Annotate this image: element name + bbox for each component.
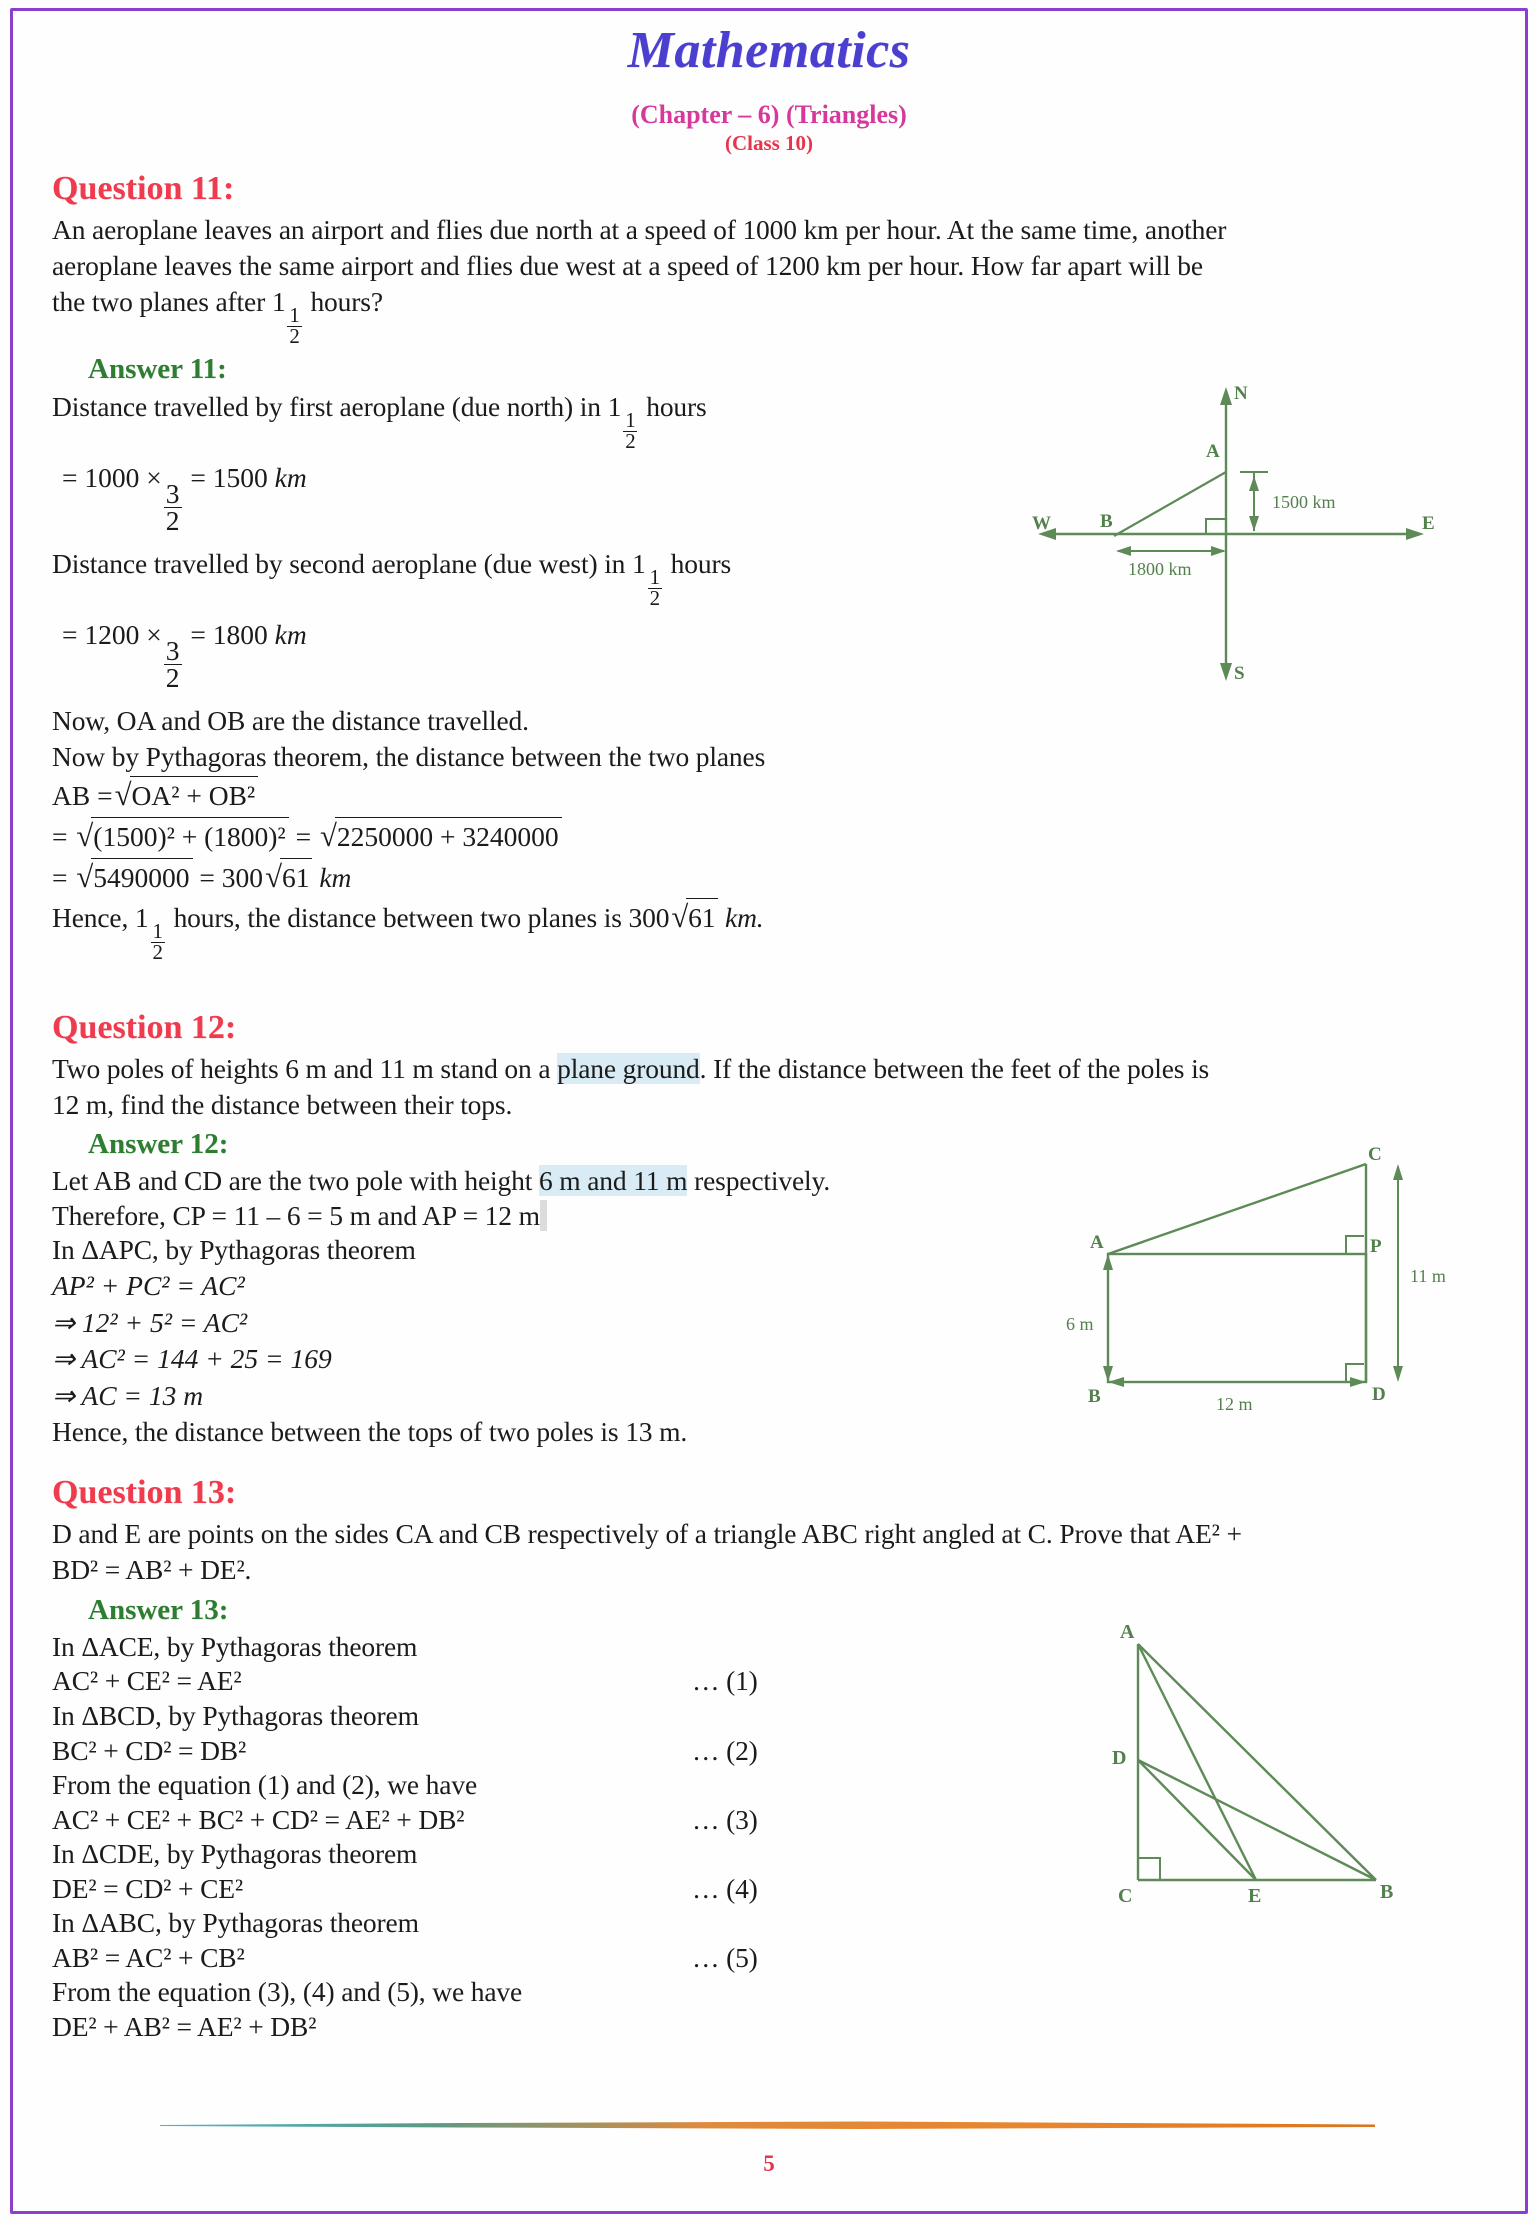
figure-12-dim-right: 11 m [1410,1266,1446,1287]
answer-11-heading: Answer 11: [88,353,227,386]
answer-13-line: From the equation (1) and (2), we have [52,1769,477,1801]
question-13-heading: Question 13: [52,1474,237,1512]
equation-number: … (2) [692,1734,758,1766]
q11-line3-pre: the two planes after 1 [52,286,286,318]
answer-11-line-4: Now by Pythagoras theorem, the distance between the two planes [52,741,766,772]
figure-12-label-c: C [1368,1144,1382,1166]
answer-13-line: In ΔBCD, by Pythagoras theorem [52,1699,419,1731]
fraction-one-half: $\frac{1}{2}$ [625,408,636,453]
answer-11-line-2: Distance travelled by second aeroplane (due west) in 1 $\frac{1}{2}$ hours [52,548,732,610]
question-12-heading: Question 12: [52,1008,237,1046]
equation-number: … (4) [692,1872,758,1904]
figure-11-label-e: E [1422,513,1435,535]
fraction-three-halves: $\frac{3}{2}$ [165,477,180,536]
figure-11-label-w: W [1032,513,1051,535]
radical: √2250000 + 3240000 [318,816,562,856]
radical: √(1500)² + (1800)² [74,816,288,856]
question-12-text-line-2: 12 m, find the distance between their tops. [52,1088,513,1120]
chapter-subtitle: (Chapter – 6) (Triangles) [631,99,907,129]
answer-13-line: DE² + AB² = AE² + DB² [52,2010,317,2042]
figure-12-dim-bottom: 12 m [1216,1394,1253,1415]
figure-11-label-n: N [1234,383,1248,405]
answer-13-line: In ΔABC, by Pythagoras theorem [52,1907,419,1939]
answer-12-heading: Answer 12: [88,1128,229,1161]
figure-12-label-p: P [1370,1236,1382,1258]
answer-11-equation-3: AB =√OA² + OB² [52,775,1512,815]
answer-11-line-1: Distance travelled by first aeroplane (due north) in 1 $\frac{1}{2}$ hours [52,391,707,453]
figure-question-12 [1046,1142,1466,1432]
figure-11-label-b: B [1100,511,1113,533]
question-13-text-line-1: D and E are points on the sides CA and CB respectively of a triangle ABC right angled at C. Prove that AE² + [52,1518,1242,1550]
highlight-plane-ground: plane ground [557,1052,700,1084]
question-11-text-line-1: An aeroplane leaves an airport and flies due north at a speed of 1000 km per hour. At the same time, another [52,214,1227,246]
fraction-one-half: $\frac{1}{2}$ [289,303,300,349]
answer-13-line: DE² = CD² + CE² … (4) [52,1872,758,1904]
page-number: 5 [763,2151,775,2176]
highlight-cursor [540,1200,547,1231]
figure-13-label-b: B [1380,1880,1394,1903]
question-11-heading: Question 11: [52,170,235,208]
page-title: Mathematics [627,22,911,79]
figure-12-label-d: D [1372,1384,1386,1406]
answer-13-line: In ΔCDE, by Pythagoras theorem [52,1838,418,1870]
equation-number: … (3) [692,1803,758,1835]
figure-12-label-b: B [1088,1386,1101,1408]
answer-13-line: AC² + CE² + BC² + CD² = AE² + DB² … (3) [52,1803,758,1835]
class-label: (Class 10) [724,131,814,156]
answer-13-line: AB² = AC² + CB² … (5) [52,1941,758,1973]
answer-12-equation-1: AP² + PC² = AC² [52,1269,245,1301]
footer-rule [160,2120,1375,2131]
equation-number: … (1) [692,1665,758,1697]
fraction-three-halves: $\frac{3}{2}$ [165,634,180,693]
question-12-text-line-1: Two poles of heights 6 m and 11 m stand on a plane ground. If the distance between the feet of the poles is [52,1052,1210,1084]
answer-12-equation-2: ⇒ 12² + 5² = AC² [52,1306,248,1338]
fraction-one-half: $\frac{1}{2}$ [649,564,660,610]
figure-11-label-s: S [1234,663,1245,685]
highlight-heights: 6 m and 11 m [538,1165,688,1197]
fraction-one-half: $\frac{1}{2}$ [152,919,163,964]
answer-12-equation-3: ⇒ AC² = 144 + 25 = 169 [52,1343,332,1375]
figure-12-dim-left: 6 m [1066,1314,1094,1335]
figure-13-label-d: D [1112,1746,1127,1769]
figure-question-11 [1026,379,1446,689]
q11-line3-post: hours? [310,286,383,318]
figure-11-dim-horizontal: 1800 km [1128,559,1192,580]
answer-11-equation-4: = √(1500)² + (1800)² = √2250000 + 3240000 [52,816,1512,856]
answer-13-line: BC² + CD² = DB² … (2) [52,1734,758,1766]
answer-13-line: In ΔACE, by Pythagoras theorem [52,1630,418,1662]
answer-13-line: AC² + CE² = AE² … (1) [52,1665,758,1697]
radical: √61 [263,857,312,897]
answer-12-line-2: Therefore, CP = 11 – 6 = 5 m and AP = 12 m [52,1199,1512,1233]
figure-13-label-c: C [1118,1884,1133,1907]
answer-11-line-3: Now, OA and OB are the distance travelled. [52,704,529,736]
equation-number: … (5) [692,1941,758,1973]
answer-13-line: From the equation (3), (4) and (5), we have [52,1976,523,2008]
radical: √5490000 [74,857,192,897]
question-11-text-line-3 [52,284,1512,347]
radical: √61 [669,898,718,937]
answer-13-lines [26,1630,1512,2044]
figure-11-label-a: A [1206,441,1220,463]
answer-11-equation-5: = √5490000 = 300√61 km [52,857,1512,897]
answer-12-conclusion: Hence, the distance between the tops of two poles is 13 m. [52,1415,688,1447]
figure-13-label-e: E [1248,1884,1262,1907]
figure-11-dim-vertical: 1500 km [1272,492,1336,513]
answer-12-line-3: In ΔAPC, by Pythagoras theorem [52,1234,416,1266]
answer-11-equation-2: = 1200 × $\frac{3}{2}$ = 1800 km [62,618,307,693]
answer-11-equation-1: = 1000 × $\frac{3}{2}$ = 1500 km [62,461,307,536]
question-13-text-line-2: BD² = AB² + DE². [52,1554,252,1586]
page-content [26,16,1512,2194]
figure-13-label-a: A [1120,1620,1135,1643]
answer-12-line-1: Let AB and CD are the two pole with height 6 m and 11 m respectively. [52,1165,831,1197]
answer-13-heading: Answer 13: [88,1593,229,1626]
answer-12-equation-4: ⇒ AC = 13 m [52,1380,204,1412]
question-11-text-line-2: aeroplane leaves the same airport and flies due west at a speed of 1200 km per hour. How far apart will be [52,250,1203,282]
radical: √OA² + OB² [113,775,259,815]
figure-12-label-a: A [1090,1232,1104,1254]
answer-11-conclusion: Hence, 1 $\frac{1}{2}$ hours, the distance between two planes is 300√61 km. [52,900,764,964]
